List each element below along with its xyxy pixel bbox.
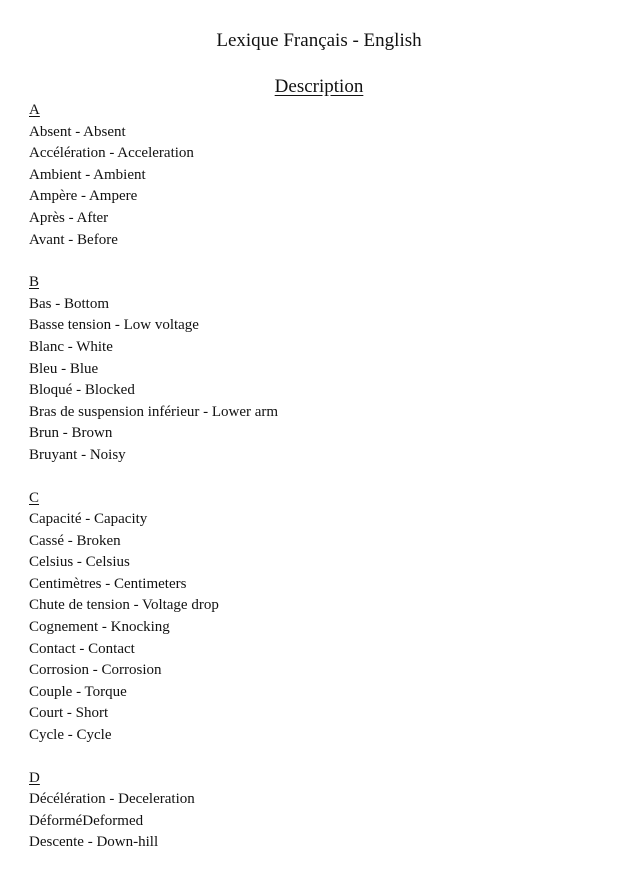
glossary-sections: [29, 100, 609, 875]
glossary-entry: Descente - Down-hill: [29, 834, 159, 851]
glossary-entry: Couple - Torque: [29, 683, 127, 700]
glossary-entry: Cognement - Knocking: [29, 619, 170, 636]
section-letter: C: [29, 489, 40, 506]
glossary-entry: Absent - Absent: [29, 123, 126, 140]
section-c: [29, 488, 609, 747]
glossary-entry: DéforméDeformed: [29, 812, 144, 829]
document-title: Lexique Français - English: [216, 30, 422, 51]
section-b: [29, 272, 609, 466]
section-letter: A: [29, 102, 40, 118]
glossary-entry: Après - After: [29, 209, 109, 226]
glossary-entry: Ampère - Ampere: [29, 188, 138, 205]
section-letter: B: [29, 274, 40, 291]
glossary-entry: Accélération - Acceleration: [29, 145, 194, 162]
document-subtitle: Description: [274, 76, 364, 97]
glossary-entry: Cassé - Broken: [29, 532, 121, 549]
glossary-entry: Décélération - Deceleration: [29, 791, 195, 808]
glossary-entry: Blanc - White: [29, 338, 113, 355]
glossary-entry: Brun - Brown: [29, 425, 113, 442]
glossary-entry: Corrosion - Corrosion: [29, 662, 162, 679]
glossary-entry: Contact - Contact: [29, 640, 135, 657]
glossary-entry: Centimètres - Centimeters: [29, 575, 187, 592]
section-d: [29, 768, 609, 854]
glossary-entry: Avant - Before: [29, 231, 118, 248]
glossary-entry: Ambient - Ambient: [29, 166, 146, 183]
glossary-entry: Bas - Bottom: [29, 295, 110, 312]
section-a: [29, 100, 609, 251]
glossary-entry: Bruyant - Noisy: [29, 446, 126, 463]
glossary-entry: Court - Short: [29, 705, 109, 722]
section-letter: D: [29, 769, 40, 786]
glossary-entry: Basse tension - Low voltage: [29, 317, 199, 334]
glossary-entry: Cycle - Cycle: [29, 727, 112, 744]
glossary-entry: Capacité - Capacity: [29, 511, 148, 528]
glossary-entry: Bloqué - Blocked: [29, 382, 135, 399]
glossary-entry: Bleu - Blue: [29, 360, 99, 377]
glossary-entry: Bras de suspension inférieur - Lower arm: [29, 403, 279, 420]
glossary-entry: Chute de tension - Voltage drop: [29, 597, 219, 614]
glossary-entry: Celsius - Celsius: [29, 554, 130, 571]
